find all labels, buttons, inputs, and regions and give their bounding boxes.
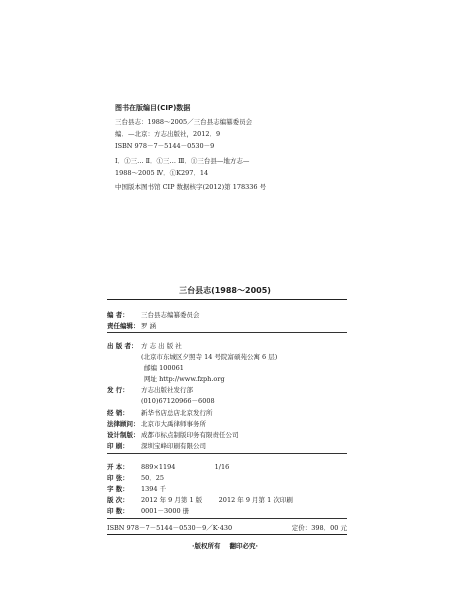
- cip-line: 三台县志：1988～2005／三台县志编纂委员会: [115, 118, 253, 126]
- divider: [107, 332, 347, 333]
- publisher-website: 网址 http://www.fzph.org: [144, 375, 225, 383]
- publisher-postcode: 邮编 100061: [144, 364, 184, 372]
- publisher-row: [107, 341, 182, 350]
- credit-row: [107, 419, 206, 428]
- responsible-editor-row: [107, 321, 156, 330]
- responsible-editor-value: 罗 涵: [141, 322, 157, 330]
- editor-row: [107, 310, 200, 319]
- cip-heading: 图书在版编目(CIP)数据: [115, 104, 191, 112]
- distribution-row: [107, 385, 193, 394]
- publisher-address: (北京市东城区夕照寺 14 号院富硕苑公寓 6 层): [141, 353, 278, 361]
- spec-value: 0001－3000 册: [141, 507, 190, 515]
- price: 定价：398．00 元: [291, 524, 347, 532]
- spec-label: 开 本：: [107, 463, 129, 471]
- spec-value: 2012 年 9 月第 1 版 2012 年 9 月第 1 次印刷: [141, 496, 293, 504]
- credit-row: [107, 408, 213, 417]
- spec-label: 字 数：: [107, 485, 129, 493]
- credit-value: 成都市标点制版印务有限责任公司: [141, 431, 239, 439]
- distribution-phone: (010)67120966－6008: [141, 397, 215, 405]
- divider: [107, 518, 347, 519]
- cip-line: 编．—北京：方志出版社，2012．9: [115, 130, 221, 138]
- cip-line: 中国版本图书馆 CIP 数据核字(2012)第 178336 号: [115, 183, 267, 191]
- divider: [107, 453, 347, 454]
- spec-label: 印 张：: [107, 474, 129, 482]
- editor-value: 三台县志编纂委员会: [141, 311, 200, 319]
- spec-row: [107, 506, 189, 515]
- distribution-name: 方志出版社发行部: [141, 386, 193, 394]
- copyright-notice: ·版权所有 翻印必究·: [192, 542, 258, 550]
- spec-value: 1394 千: [141, 485, 167, 493]
- spec-label: 版 次：: [107, 496, 129, 504]
- cip-line: Ⅰ．①三… Ⅱ．①三… Ⅲ．①三台县—地方志—: [115, 157, 250, 165]
- credit-row: [107, 430, 239, 439]
- publisher-label: 出 版 者：: [107, 342, 138, 350]
- credit-value: 新华书店总店北京发行所: [141, 409, 213, 417]
- divider: [107, 299, 347, 300]
- book-title: 三台县志(1988～2005): [179, 286, 271, 295]
- spec-row: [107, 473, 164, 482]
- publisher-name: 方 志 出 版 社: [141, 342, 182, 350]
- responsible-editor-label: 责任编辑：: [107, 322, 140, 330]
- credit-row: [107, 441, 206, 450]
- credit-label: 印 刷：: [107, 442, 129, 450]
- credit-label: 设计制版：: [107, 431, 140, 439]
- credit-value: 深圳宝峰印刷有限公司: [141, 442, 206, 450]
- isbn-full: ISBN 978－7－5144－0530－9／K·430: [107, 524, 233, 532]
- credit-value: 北京市大禹律师事务所: [141, 420, 206, 428]
- spec-value: 889×1194 1/16: [141, 463, 230, 471]
- spec-row: [107, 462, 229, 471]
- spec-row: [107, 495, 293, 504]
- credit-label: 法律顾问：: [107, 420, 140, 428]
- spec-row: [107, 484, 166, 493]
- editor-label: 编 者：: [107, 311, 129, 319]
- spec-value: 50．25: [141, 474, 165, 482]
- divider: [107, 534, 347, 535]
- cip-line: 1988～2005 Ⅳ．①K297．14: [115, 169, 209, 177]
- spec-label: 印 数：: [107, 507, 129, 515]
- credit-label: 经 销：: [107, 409, 129, 417]
- cip-line: ISBN 978－7－5144－0530－9: [115, 142, 215, 150]
- distribution-label: 发 行：: [107, 386, 129, 394]
